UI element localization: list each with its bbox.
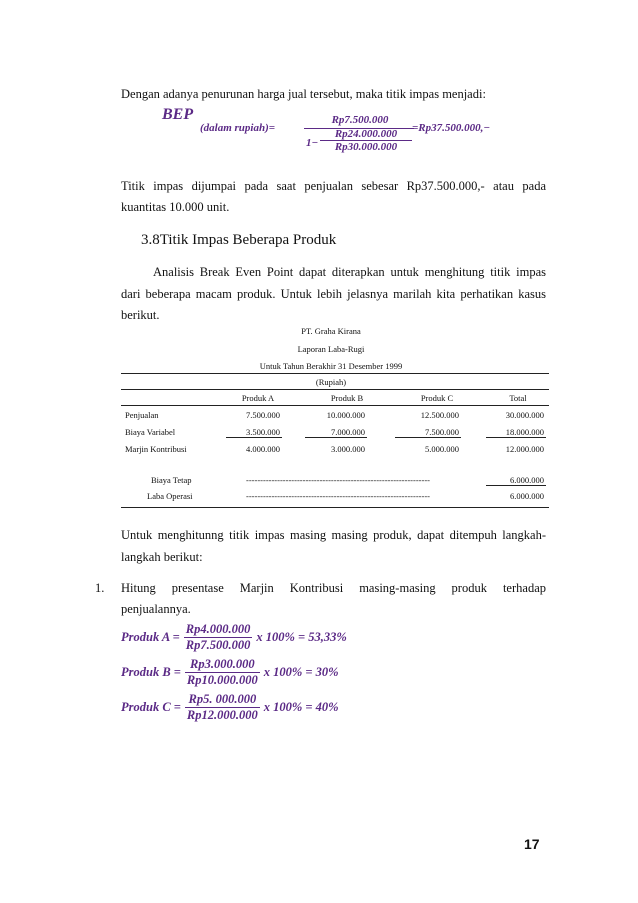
para3-line2: langkah berikut: [121,550,203,564]
cell: 30.000.000 [505,410,544,420]
formula-rhs: x 100% = 40% [263,700,339,714]
para2-line2: dari beberapa macam produk. Untuk lebih jelasnya marilah kita perhatikan kasus [121,287,546,301]
table-unit: (Rupiah) [315,377,347,387]
table-company: PT. Graha Kirana [301,326,361,336]
operating-profit-value: 6.000.000 [510,491,544,501]
intro-text: Dengan adanya penurunan harga jual tersebut, maka titik impas menjadi: [121,87,486,101]
formula-denominator: Rp10.000.000 [186,673,258,687]
table-period: Untuk Tahun Berakhir 31 Desember 1999 [259,361,403,371]
formula-lhs: Produk C = [121,700,181,714]
formula-produk-b [121,657,339,688]
header-produk-c: Produk C [420,393,454,403]
cell: 7.500.000 [425,427,459,437]
cell: 5.000.000 [425,444,459,454]
bep-result: =Rp37.500.000,− [412,122,491,134]
bep-inner-denominator: Rp30.000.000 [334,141,398,153]
para1-line2: kuantitas 10.000 unit. [121,200,230,214]
formula-numerator: Rp4.000.000 [185,622,251,636]
fixed-cost-value: 6.000.000 [510,475,544,485]
cell: 12.500.000 [420,410,459,420]
cell: 7.000.000 [331,427,365,437]
formula-lhs: Produk A = [121,630,180,644]
para2-line1: Analisis Break Even Point dapat diterapkan untuk menghitung titik impas [153,265,546,279]
para3-line1: Untuk menghitunng titik impas masing masing produk, dapat ditempuh langkah- [121,528,546,542]
operating-profit-label: Laba Operasi [147,491,193,501]
row-label: Penjualan [125,410,159,420]
section-heading: 3.8Titik Impas Beberapa Produk [141,232,337,248]
cell: 18.000.000 [505,427,544,437]
formula-lhs: Produk B = [121,665,181,679]
formula-numerator: Rp5. 000.000 [188,692,257,706]
formula-denominator: Rp12.000.000 [186,708,258,722]
bep-label: BEP [162,106,194,123]
bep-inner-numerator: Rp24.000.000 [334,128,398,140]
bep-sub: (dalam rupiah)= [200,122,276,134]
list-line1: Hitung presentase Marjin Kontribusi masing-masing produk terhadap [121,581,546,595]
list-number: 1. [95,581,105,595]
row-label: Biaya Variabel [125,427,176,437]
formula-rhs: x 100% = 30% [263,665,339,679]
cell: 3.500.000 [246,427,280,437]
cell: 4.000.000 [246,444,280,454]
cell: 3.000.000 [331,444,365,454]
para2-line3: berikut. [121,308,160,322]
bep-numerator: Rp7.500.000 [331,114,389,126]
formula-produk-c [121,692,339,723]
dash-leader: ----------------------------------------------------------------- [246,475,430,485]
formula-numerator: Rp3.000.000 [190,657,255,671]
formula-produk-a [121,622,347,653]
cell: 7.500.000 [246,410,280,420]
fixed-cost-label: Biaya Tetap [151,475,192,485]
list-line2: penjualannya. [121,602,191,616]
page-number: 17 [524,836,540,852]
header-total: Total [509,393,527,403]
bep-one-minus: 1− [306,137,319,149]
dash-leader: ----------------------------------------------------------------- [246,491,430,501]
row-label: Marjin Kontribusi [125,444,187,454]
formula-denominator: Rp7.500.000 [185,638,251,652]
formula-rhs: x 100% = 53,33% [256,630,347,644]
header-produk-a: Produk A [241,393,275,403]
header-produk-b: Produk B [330,393,364,403]
para1-line1: Titik impas dijumpai pada saat penjualan sebesar Rp37.500.000,- atau pada [121,179,546,193]
cell: 10.000.000 [326,410,365,420]
table-report: Laporan Laba-Rugi [297,344,365,354]
cell: 12.000.000 [505,444,544,454]
